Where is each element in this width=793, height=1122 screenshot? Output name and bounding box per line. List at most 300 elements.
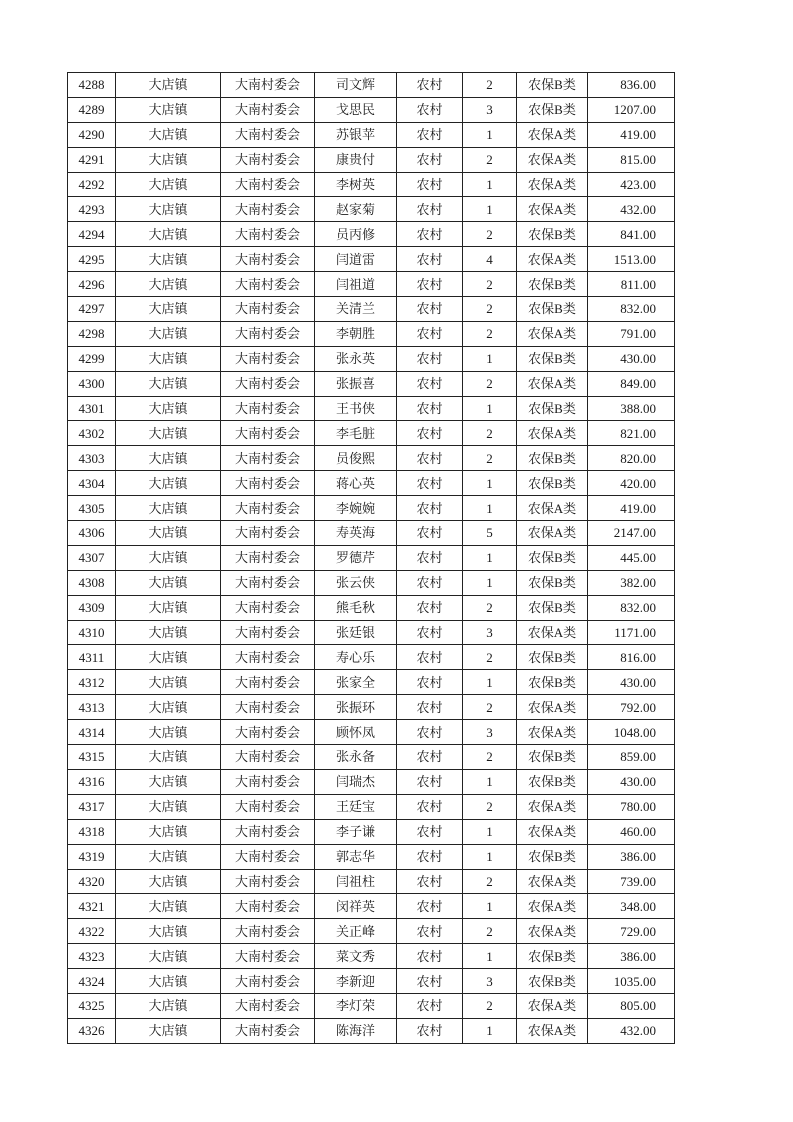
table-row <box>68 396 675 421</box>
amount-cell: 420.00 <box>588 471 675 496</box>
insurance-category-cell: 农保A类 <box>517 869 588 894</box>
amount-cell: 805.00 <box>588 993 675 1018</box>
row-number-cell: 4315 <box>68 745 116 770</box>
row-number-cell: 4304 <box>68 471 116 496</box>
town-cell: 大店镇 <box>116 247 221 272</box>
household-type-cell: 农村 <box>397 272 463 297</box>
table-row <box>68 819 675 844</box>
insurance-category-cell: 农保A类 <box>517 321 588 346</box>
insurance-category-cell: 农保B类 <box>517 346 588 371</box>
person-name-cell: 张云侠 <box>315 570 397 595</box>
household-size-cell: 2 <box>463 222 517 247</box>
person-name-cell: 闫祖道 <box>315 272 397 297</box>
village-committee-cell: 大南村委会 <box>221 371 315 396</box>
household-type-cell: 农村 <box>397 346 463 371</box>
amount-cell: 2147.00 <box>588 521 675 546</box>
row-number-cell: 4324 <box>68 969 116 994</box>
table-row <box>68 595 675 620</box>
household-type-cell: 农村 <box>397 969 463 994</box>
household-type-cell: 农村 <box>397 421 463 446</box>
household-type-cell: 农村 <box>397 446 463 471</box>
town-cell: 大店镇 <box>116 695 221 720</box>
insurance-category-cell: 农保A类 <box>517 122 588 147</box>
row-number-cell: 4320 <box>68 869 116 894</box>
household-size-cell: 1 <box>463 346 517 371</box>
household-type-cell: 农村 <box>397 122 463 147</box>
village-committee-cell: 大南村委会 <box>221 944 315 969</box>
table-row <box>68 172 675 197</box>
village-committee-cell: 大南村委会 <box>221 222 315 247</box>
household-size-cell: 2 <box>463 645 517 670</box>
village-committee-cell: 大南村委会 <box>221 1018 315 1043</box>
person-name-cell: 张永英 <box>315 346 397 371</box>
table-row <box>68 496 675 521</box>
town-cell: 大店镇 <box>116 720 221 745</box>
household-type-cell: 农村 <box>397 819 463 844</box>
amount-cell: 430.00 <box>588 346 675 371</box>
person-name-cell: 关正峰 <box>315 919 397 944</box>
household-size-cell: 1 <box>463 545 517 570</box>
row-number-cell: 4316 <box>68 769 116 794</box>
household-type-cell: 农村 <box>397 321 463 346</box>
row-number-cell: 4311 <box>68 645 116 670</box>
household-type-cell: 农村 <box>397 97 463 122</box>
household-type-cell: 农村 <box>397 645 463 670</box>
village-committee-cell: 大南村委会 <box>221 73 315 98</box>
insurance-category-cell: 农保B类 <box>517 396 588 421</box>
person-name-cell: 李子谦 <box>315 819 397 844</box>
person-name-cell: 李树英 <box>315 172 397 197</box>
insurance-category-cell: 农保A类 <box>517 794 588 819</box>
town-cell: 大店镇 <box>116 894 221 919</box>
village-committee-cell: 大南村委会 <box>221 620 315 645</box>
household-size-cell: 4 <box>463 247 517 272</box>
table-body <box>68 73 675 1044</box>
amount-cell: 1207.00 <box>588 97 675 122</box>
row-number-cell: 4299 <box>68 346 116 371</box>
household-type-cell: 农村 <box>397 471 463 496</box>
household-size-cell: 1 <box>463 396 517 421</box>
household-size-cell: 2 <box>463 794 517 819</box>
household-type-cell: 农村 <box>397 993 463 1018</box>
person-name-cell: 戈思民 <box>315 97 397 122</box>
insurance-category-cell: 农保B类 <box>517 969 588 994</box>
amount-cell: 821.00 <box>588 421 675 446</box>
town-cell: 大店镇 <box>116 272 221 297</box>
table-row <box>68 73 675 98</box>
town-cell: 大店镇 <box>116 197 221 222</box>
amount-cell: 816.00 <box>588 645 675 670</box>
household-size-cell: 1 <box>463 844 517 869</box>
row-number-cell: 4313 <box>68 695 116 720</box>
town-cell: 大店镇 <box>116 745 221 770</box>
person-name-cell: 李灯荣 <box>315 993 397 1018</box>
amount-cell: 419.00 <box>588 496 675 521</box>
amount-cell: 460.00 <box>588 819 675 844</box>
amount-cell: 841.00 <box>588 222 675 247</box>
village-committee-cell: 大南村委会 <box>221 521 315 546</box>
household-size-cell: 3 <box>463 97 517 122</box>
village-committee-cell: 大南村委会 <box>221 695 315 720</box>
household-size-cell: 1 <box>463 570 517 595</box>
amount-cell: 1035.00 <box>588 969 675 994</box>
household-type-cell: 农村 <box>397 769 463 794</box>
village-committee-cell: 大南村委会 <box>221 297 315 322</box>
person-name-cell: 闵祥英 <box>315 894 397 919</box>
village-committee-cell: 大南村委会 <box>221 272 315 297</box>
amount-cell: 729.00 <box>588 919 675 944</box>
household-size-cell: 1 <box>463 894 517 919</box>
household-size-cell: 1 <box>463 670 517 695</box>
household-type-cell: 农村 <box>397 371 463 396</box>
village-committee-cell: 大南村委会 <box>221 993 315 1018</box>
row-number-cell: 4301 <box>68 396 116 421</box>
insurance-category-cell: 农保A类 <box>517 197 588 222</box>
town-cell: 大店镇 <box>116 521 221 546</box>
table-row <box>68 222 675 247</box>
household-size-cell: 1 <box>463 122 517 147</box>
table-row <box>68 446 675 471</box>
table-row <box>68 272 675 297</box>
table-row <box>68 371 675 396</box>
insurance-category-cell: 农保B类 <box>517 545 588 570</box>
household-type-cell: 农村 <box>397 1018 463 1043</box>
village-committee-cell: 大南村委会 <box>221 595 315 620</box>
household-size-cell: 2 <box>463 73 517 98</box>
town-cell: 大店镇 <box>116 496 221 521</box>
insurance-category-cell: 农保B类 <box>517 745 588 770</box>
amount-cell: 792.00 <box>588 695 675 720</box>
insurance-category-cell: 农保B类 <box>517 297 588 322</box>
town-cell: 大店镇 <box>116 993 221 1018</box>
town-cell: 大店镇 <box>116 869 221 894</box>
town-cell: 大店镇 <box>116 595 221 620</box>
amount-cell: 1048.00 <box>588 720 675 745</box>
household-type-cell: 农村 <box>397 545 463 570</box>
row-number-cell: 4318 <box>68 819 116 844</box>
amount-cell: 386.00 <box>588 944 675 969</box>
household-type-cell: 农村 <box>397 794 463 819</box>
insurance-category-cell: 农保B类 <box>517 446 588 471</box>
household-size-cell: 2 <box>463 147 517 172</box>
village-committee-cell: 大南村委会 <box>221 446 315 471</box>
town-cell: 大店镇 <box>116 346 221 371</box>
insurance-category-cell: 农保A类 <box>517 894 588 919</box>
table-row <box>68 197 675 222</box>
amount-cell: 430.00 <box>588 670 675 695</box>
person-name-cell: 李新迎 <box>315 969 397 994</box>
row-number-cell: 4296 <box>68 272 116 297</box>
amount-cell: 739.00 <box>588 869 675 894</box>
amount-cell: 386.00 <box>588 844 675 869</box>
village-committee-cell: 大南村委会 <box>221 321 315 346</box>
household-size-cell: 1 <box>463 1018 517 1043</box>
amount-cell: 859.00 <box>588 745 675 770</box>
row-number-cell: 4314 <box>68 720 116 745</box>
insurance-category-cell: 农保B类 <box>517 570 588 595</box>
household-size-cell: 2 <box>463 745 517 770</box>
household-type-cell: 农村 <box>397 496 463 521</box>
insurance-category-cell: 农保B类 <box>517 272 588 297</box>
row-number-cell: 4293 <box>68 197 116 222</box>
table-row <box>68 247 675 272</box>
household-type-cell: 农村 <box>397 919 463 944</box>
household-type-cell: 农村 <box>397 396 463 421</box>
village-committee-cell: 大南村委会 <box>221 645 315 670</box>
insurance-category-cell: 农保A类 <box>517 720 588 745</box>
amount-cell: 430.00 <box>588 769 675 794</box>
insurance-category-cell: 农保B类 <box>517 97 588 122</box>
insurance-category-cell: 农保A类 <box>517 993 588 1018</box>
town-cell: 大店镇 <box>116 769 221 794</box>
town-cell: 大店镇 <box>116 122 221 147</box>
household-size-cell: 3 <box>463 720 517 745</box>
town-cell: 大店镇 <box>116 969 221 994</box>
row-number-cell: 4326 <box>68 1018 116 1043</box>
village-committee-cell: 大南村委会 <box>221 97 315 122</box>
amount-cell: 1513.00 <box>588 247 675 272</box>
village-committee-cell: 大南村委会 <box>221 919 315 944</box>
person-name-cell: 张家全 <box>315 670 397 695</box>
table-row <box>68 122 675 147</box>
person-name-cell: 员俊熙 <box>315 446 397 471</box>
insurance-category-cell: 农保A类 <box>517 620 588 645</box>
amount-cell: 820.00 <box>588 446 675 471</box>
amount-cell: 832.00 <box>588 595 675 620</box>
household-type-cell: 农村 <box>397 745 463 770</box>
household-type-cell: 农村 <box>397 297 463 322</box>
household-size-cell: 2 <box>463 869 517 894</box>
amount-cell: 780.00 <box>588 794 675 819</box>
table-row <box>68 919 675 944</box>
village-committee-cell: 大南村委会 <box>221 844 315 869</box>
row-number-cell: 4309 <box>68 595 116 620</box>
person-name-cell: 李朝胜 <box>315 321 397 346</box>
town-cell: 大店镇 <box>116 570 221 595</box>
household-type-cell: 农村 <box>397 844 463 869</box>
village-committee-cell: 大南村委会 <box>221 794 315 819</box>
village-committee-cell: 大南村委会 <box>221 720 315 745</box>
person-name-cell: 顾怀凤 <box>315 720 397 745</box>
amount-cell: 423.00 <box>588 172 675 197</box>
town-cell: 大店镇 <box>116 97 221 122</box>
row-number-cell: 4291 <box>68 147 116 172</box>
insurance-category-cell: 农保A类 <box>517 919 588 944</box>
village-committee-cell: 大南村委会 <box>221 545 315 570</box>
amount-cell: 432.00 <box>588 1018 675 1043</box>
table-row <box>68 545 675 570</box>
person-name-cell: 闫祖柱 <box>315 869 397 894</box>
household-type-cell: 农村 <box>397 222 463 247</box>
town-cell: 大店镇 <box>116 147 221 172</box>
row-number-cell: 4321 <box>68 894 116 919</box>
household-size-cell: 2 <box>463 321 517 346</box>
row-number-cell: 4306 <box>68 521 116 546</box>
table-row <box>68 670 675 695</box>
town-cell: 大店镇 <box>116 297 221 322</box>
row-number-cell: 4298 <box>68 321 116 346</box>
town-cell: 大店镇 <box>116 645 221 670</box>
amount-cell: 382.00 <box>588 570 675 595</box>
insurance-category-cell: 农保B类 <box>517 670 588 695</box>
household-type-cell: 农村 <box>397 894 463 919</box>
person-name-cell: 寿英海 <box>315 521 397 546</box>
insurance-category-cell: 农保A类 <box>517 695 588 720</box>
row-number-cell: 4302 <box>68 421 116 446</box>
person-name-cell: 蒋心英 <box>315 471 397 496</box>
household-type-cell: 农村 <box>397 720 463 745</box>
household-size-cell: 2 <box>463 919 517 944</box>
row-number-cell: 4325 <box>68 993 116 1018</box>
row-number-cell: 4292 <box>68 172 116 197</box>
household-type-cell: 农村 <box>397 620 463 645</box>
household-size-cell: 5 <box>463 521 517 546</box>
person-name-cell: 张永备 <box>315 745 397 770</box>
person-name-cell: 菜文秀 <box>315 944 397 969</box>
insurance-category-cell: 农保A类 <box>517 819 588 844</box>
household-size-cell: 2 <box>463 371 517 396</box>
row-number-cell: 4317 <box>68 794 116 819</box>
insurance-category-cell: 农保B类 <box>517 944 588 969</box>
household-type-cell: 农村 <box>397 73 463 98</box>
amount-cell: 836.00 <box>588 73 675 98</box>
village-committee-cell: 大南村委会 <box>221 396 315 421</box>
village-committee-cell: 大南村委会 <box>221 496 315 521</box>
person-name-cell: 闫瑞杰 <box>315 769 397 794</box>
town-cell: 大店镇 <box>116 172 221 197</box>
town-cell: 大店镇 <box>116 819 221 844</box>
person-name-cell: 罗德芹 <box>315 545 397 570</box>
village-committee-cell: 大南村委会 <box>221 197 315 222</box>
household-type-cell: 农村 <box>397 944 463 969</box>
household-type-cell: 农村 <box>397 521 463 546</box>
person-name-cell: 郭志华 <box>315 844 397 869</box>
table-row <box>68 944 675 969</box>
insurance-category-cell: 农保B类 <box>517 595 588 620</box>
village-committee-cell: 大南村委会 <box>221 122 315 147</box>
row-number-cell: 4294 <box>68 222 116 247</box>
person-name-cell: 寿心乐 <box>315 645 397 670</box>
person-name-cell: 张振喜 <box>315 371 397 396</box>
village-committee-cell: 大南村委会 <box>221 147 315 172</box>
table-row <box>68 321 675 346</box>
town-cell: 大店镇 <box>116 919 221 944</box>
row-number-cell: 4312 <box>68 670 116 695</box>
household-type-cell: 农村 <box>397 147 463 172</box>
village-committee-cell: 大南村委会 <box>221 172 315 197</box>
insurance-category-cell: 农保A类 <box>517 421 588 446</box>
table-row <box>68 521 675 546</box>
town-cell: 大店镇 <box>116 446 221 471</box>
table-row <box>68 570 675 595</box>
household-type-cell: 农村 <box>397 869 463 894</box>
household-size-cell: 2 <box>463 421 517 446</box>
village-committee-cell: 大南村委会 <box>221 247 315 272</box>
table-row <box>68 1018 675 1043</box>
town-cell: 大店镇 <box>116 620 221 645</box>
insurance-category-cell: 农保A类 <box>517 1018 588 1043</box>
table-row <box>68 894 675 919</box>
insurance-category-cell: 农保A类 <box>517 247 588 272</box>
insurance-category-cell: 农保A类 <box>517 521 588 546</box>
row-number-cell: 4310 <box>68 620 116 645</box>
amount-cell: 388.00 <box>588 396 675 421</box>
person-name-cell: 王书侠 <box>315 396 397 421</box>
amount-cell: 849.00 <box>588 371 675 396</box>
village-committee-cell: 大南村委会 <box>221 745 315 770</box>
row-number-cell: 4305 <box>68 496 116 521</box>
town-cell: 大店镇 <box>116 944 221 969</box>
table-row <box>68 794 675 819</box>
amount-cell: 791.00 <box>588 321 675 346</box>
household-size-cell: 1 <box>463 471 517 496</box>
amount-cell: 432.00 <box>588 197 675 222</box>
insurance-category-cell: 农保A类 <box>517 496 588 521</box>
person-name-cell: 康贵付 <box>315 147 397 172</box>
household-type-cell: 农村 <box>397 197 463 222</box>
village-committee-cell: 大南村委会 <box>221 421 315 446</box>
amount-cell: 832.00 <box>588 297 675 322</box>
town-cell: 大店镇 <box>116 670 221 695</box>
insurance-category-cell: 农保B类 <box>517 73 588 98</box>
row-number-cell: 4319 <box>68 844 116 869</box>
household-type-cell: 农村 <box>397 247 463 272</box>
person-name-cell: 关清兰 <box>315 297 397 322</box>
village-committee-cell: 大南村委会 <box>221 471 315 496</box>
person-name-cell: 赵家菊 <box>315 197 397 222</box>
household-size-cell: 1 <box>463 769 517 794</box>
town-cell: 大店镇 <box>116 471 221 496</box>
row-number-cell: 4297 <box>68 297 116 322</box>
person-name-cell: 李婉婉 <box>315 496 397 521</box>
table-row <box>68 695 675 720</box>
household-type-cell: 农村 <box>397 670 463 695</box>
town-cell: 大店镇 <box>116 421 221 446</box>
amount-cell: 815.00 <box>588 147 675 172</box>
table-row <box>68 620 675 645</box>
village-committee-cell: 大南村委会 <box>221 819 315 844</box>
table-row <box>68 720 675 745</box>
row-number-cell: 4290 <box>68 122 116 147</box>
household-type-cell: 农村 <box>397 695 463 720</box>
insurance-category-cell: 农保B类 <box>517 222 588 247</box>
household-type-cell: 农村 <box>397 570 463 595</box>
insurance-category-cell: 农保A类 <box>517 172 588 197</box>
table-row <box>68 844 675 869</box>
row-number-cell: 4322 <box>68 919 116 944</box>
household-size-cell: 2 <box>463 297 517 322</box>
household-size-cell: 3 <box>463 620 517 645</box>
table-row <box>68 421 675 446</box>
row-number-cell: 4307 <box>68 545 116 570</box>
village-committee-cell: 大南村委会 <box>221 894 315 919</box>
row-number-cell: 4288 <box>68 73 116 98</box>
person-name-cell: 张廷银 <box>315 620 397 645</box>
household-size-cell: 1 <box>463 197 517 222</box>
insurance-category-cell: 农保A类 <box>517 371 588 396</box>
table-row <box>68 745 675 770</box>
table-row <box>68 97 675 122</box>
person-name-cell: 苏银苹 <box>315 122 397 147</box>
table-row <box>68 645 675 670</box>
person-name-cell: 陈海洋 <box>315 1018 397 1043</box>
person-name-cell: 员丙修 <box>315 222 397 247</box>
household-size-cell: 1 <box>463 819 517 844</box>
village-committee-cell: 大南村委会 <box>221 769 315 794</box>
household-type-cell: 农村 <box>397 595 463 620</box>
household-size-cell: 2 <box>463 695 517 720</box>
village-committee-cell: 大南村委会 <box>221 670 315 695</box>
